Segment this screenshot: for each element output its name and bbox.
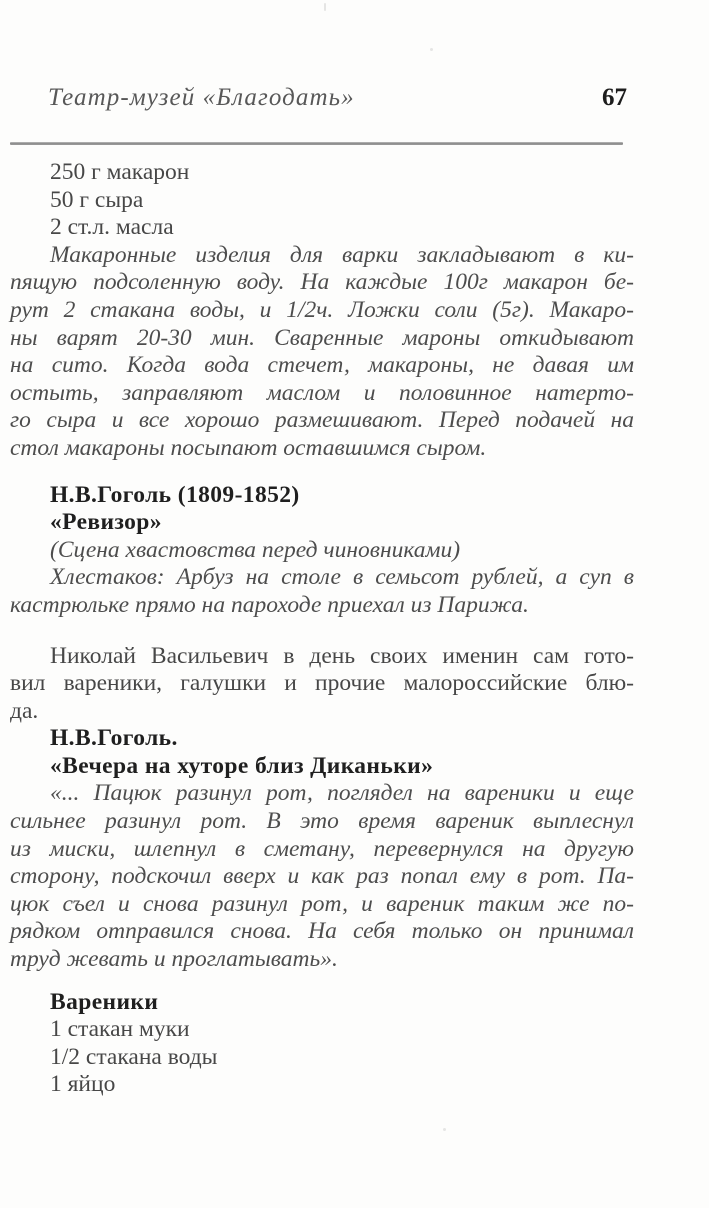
page-text-block [10, 159, 634, 1099]
header-title: Театр-музей «Благодать» [48, 84, 355, 111]
header-divider-rule [10, 142, 623, 145]
recipe-text-line: ны варят 20-30 мин. Сваренные мароны откидывают [10, 324, 634, 351]
revizor-quote-paragraph [10, 564, 634, 619]
ingredient-line: 1/2 стакана воды [50, 1043, 218, 1070]
macaroni-ingredient-list [10, 159, 634, 242]
body-text-line: да. [10, 697, 39, 724]
author-heading: Н.В.Гоголь (1809-1852) [50, 481, 300, 508]
ingredient-line: 250 г макарон [50, 159, 190, 185]
recipe-text-line: Макаронные изделия для варки закладывают в ки- [50, 241, 634, 268]
body-text-line: вил вареники, галушки и прочие малороссийские блю- [10, 670, 634, 697]
scene-note: (Сцена хвастовства перед чиновниками) [50, 536, 461, 563]
gogol-dikanka-section [10, 725, 634, 780]
ingredient-line: 1 яйцо [50, 1071, 116, 1098]
macaroni-recipe-paragraph [10, 242, 634, 463]
recipe-text-line: стол макароны посыпают оставшимся сыром. [10, 434, 487, 461]
recipe-text-line: на сито. Когда вода стечет, макароны, не давая им [10, 352, 634, 379]
vareniki-ingredient-list [10, 1016, 634, 1099]
ingredient-line: 50 г сыра [50, 186, 144, 213]
work-title: «Вечера на хуторе близ Диканьки» [50, 752, 434, 779]
scan-artifact [324, 3, 326, 11]
author-heading: Н.В.Гоголь. [50, 725, 178, 752]
recipe-text-line: рут 2 стакана воды, и 1/2ч. Ложки соли (5г). Макаро- [10, 296, 634, 323]
scan-artifact [443, 1128, 446, 1131]
quote-text-line: цюк съел и снова разинул рот, и вареник таким же по- [10, 890, 634, 917]
scan-artifact [430, 48, 433, 51]
quote-text-line: рядком отправился снова. На себя только он принимал [10, 918, 634, 945]
ingredient-line: 1 стакан муки [50, 1016, 190, 1043]
recipe-text-line: остыть, заправляют маслом и половинное натерто- [10, 379, 634, 406]
quote-text-line: труд жевать и проглатывать». [10, 946, 338, 973]
vareniki-recipe-section [10, 989, 634, 1099]
gogol-revizor-section [10, 482, 634, 620]
quote-text-line: «... Пацюк разинул рот, поглядел на вареники и еще [50, 780, 634, 807]
recipe-text-line: пящую подсоленную воду. На каждые 100г макарон бе- [10, 269, 634, 296]
body-text-line: Николай Васильевич в день своих именин сам гото- [50, 642, 634, 669]
recipe-title: Вареники [50, 988, 159, 1015]
quote-text-line: из миски, шлепнул в сметану, перевернулся на другую [10, 835, 634, 862]
quote-text-line: сильнее разинул рот. В это время вареник выплеснул [10, 808, 634, 835]
running-header [48, 84, 627, 112]
namesday-paragraph [10, 643, 634, 726]
quote-text-line: Хлестаков: Арбуз на столе в семьсот рублей, а суп в [50, 564, 634, 591]
ingredient-line: 2 ст.л. масла [50, 214, 174, 241]
quote-text-line: кастрюльке прямо на пароходе приехал из Парижа. [10, 591, 529, 618]
work-title: «Ревизор» [50, 509, 162, 536]
recipe-text-line: го сыра и все хорошо размешивают. Перед подачей на [10, 407, 634, 434]
quote-text-line: сторону, подскочил вверх и как раз попал ему в рот. Па- [10, 863, 634, 890]
page-number: 67 [602, 84, 627, 111]
dikanka-quote-paragraph [10, 780, 634, 973]
